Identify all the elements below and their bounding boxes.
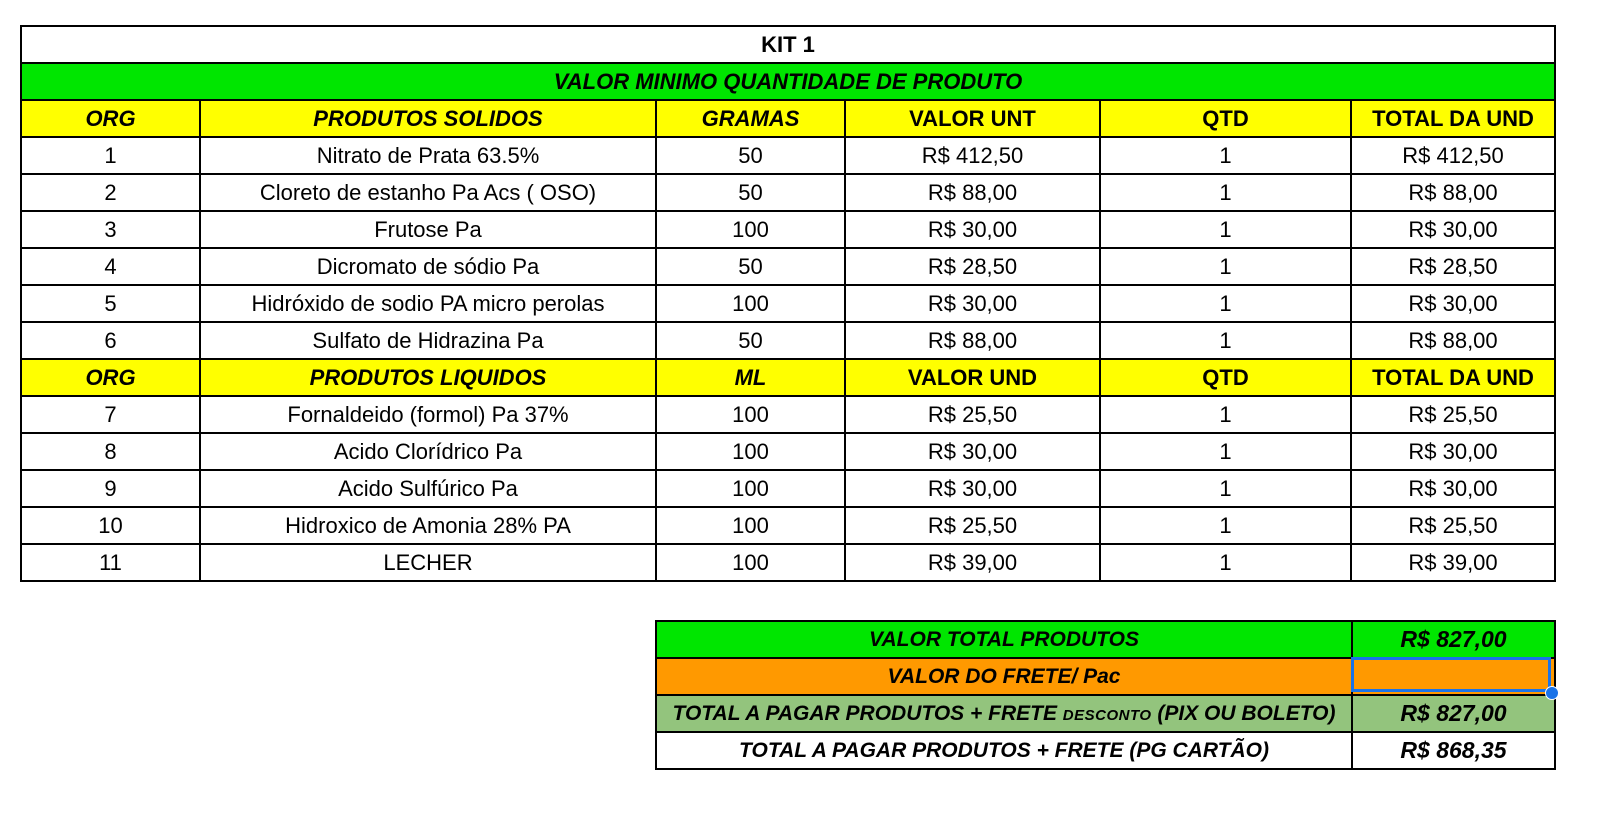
cell-org[interactable]: 4	[21, 248, 200, 285]
cell-amount[interactable]: 50	[656, 137, 845, 174]
cell-total[interactable]: R$ 39,00	[1351, 544, 1555, 581]
cell-product[interactable]: Dicromato de sódio Pa	[200, 248, 656, 285]
header-unit[interactable]: ML	[656, 359, 845, 396]
cell-product[interactable]: Frutose Pa	[200, 211, 656, 248]
cell-price[interactable]: R$ 25,50	[845, 396, 1100, 433]
pay-discount-label[interactable]	[656, 695, 1352, 732]
cell-qty[interactable]: 1	[1100, 211, 1351, 248]
header-total[interactable]: TOTAL DA UND	[1351, 359, 1555, 396]
header-org[interactable]: ORG	[21, 359, 200, 396]
cell-product[interactable]: Cloreto de estanho Pa Acs ( OSO)	[200, 174, 656, 211]
cell-product[interactable]: Acido Clorídrico Pa	[200, 433, 656, 470]
cell-qty[interactable]: 1	[1100, 544, 1351, 581]
cell-total[interactable]: R$ 30,00	[1351, 433, 1555, 470]
table-row	[21, 137, 1555, 174]
header-unit[interactable]: GRAMAS	[656, 100, 845, 137]
cell-amount[interactable]: 100	[656, 396, 845, 433]
fill-handle[interactable]	[1545, 686, 1559, 700]
pay-card-label[interactable]: TOTAL A PAGAR PRODUTOS + FRETE (PG CARTÃO)	[656, 732, 1352, 769]
cell-product[interactable]: Sulfato de Hidrazina Pa	[200, 322, 656, 359]
total-products-label[interactable]: VALOR TOTAL PRODUTOS	[656, 621, 1352, 658]
pay-discount-value[interactable]: R$ 827,00	[1352, 695, 1555, 732]
cell-product[interactable]: LECHER	[200, 544, 656, 581]
solid-header-row	[21, 100, 1555, 137]
cell-price[interactable]: R$ 30,00	[845, 470, 1100, 507]
kit-title[interactable]: KIT 1	[21, 26, 1555, 63]
cell-product[interactable]: Fornaldeido (formol) Pa 37%	[200, 396, 656, 433]
cell-org[interactable]: 11	[21, 544, 200, 581]
cell-qty[interactable]: 1	[1100, 396, 1351, 433]
cell-price[interactable]: R$ 412,50	[845, 137, 1100, 174]
cell-qty[interactable]: 1	[1100, 322, 1351, 359]
cell-price[interactable]: R$ 25,50	[845, 507, 1100, 544]
table-row	[21, 433, 1555, 470]
header-price[interactable]: VALOR UND	[845, 359, 1100, 396]
cell-price[interactable]: R$ 88,00	[845, 322, 1100, 359]
cell-total[interactable]: R$ 30,00	[1351, 285, 1555, 322]
table-row	[21, 211, 1555, 248]
cell-qty[interactable]: 1	[1100, 285, 1351, 322]
cell-amount[interactable]: 50	[656, 174, 845, 211]
cell-total[interactable]: R$ 30,00	[1351, 470, 1555, 507]
cell-amount[interactable]: 100	[656, 433, 845, 470]
table-row	[21, 507, 1555, 544]
cell-price[interactable]: R$ 30,00	[845, 433, 1100, 470]
table-row	[21, 248, 1555, 285]
liquid-header-row	[21, 359, 1555, 396]
cell-qty[interactable]: 1	[1100, 433, 1351, 470]
summary-pay-card-row	[656, 732, 1555, 769]
summary-freight-row	[656, 658, 1555, 695]
cell-org[interactable]: 10	[21, 507, 200, 544]
freight-value-cell[interactable]	[1352, 658, 1555, 695]
cell-total[interactable]: R$ 88,00	[1351, 174, 1555, 211]
header-total[interactable]: TOTAL DA UND	[1351, 100, 1555, 137]
total-products-value[interactable]: R$ 827,00	[1352, 621, 1555, 658]
cell-org[interactable]: 7	[21, 396, 200, 433]
table-row	[21, 396, 1555, 433]
table-row	[21, 544, 1555, 581]
cell-org[interactable]: 2	[21, 174, 200, 211]
cell-total[interactable]: R$ 412,50	[1351, 137, 1555, 174]
cell-qty[interactable]: 1	[1100, 507, 1351, 544]
cell-amount[interactable]: 100	[656, 211, 845, 248]
cell-org[interactable]: 6	[21, 322, 200, 359]
cell-org[interactable]: 3	[21, 211, 200, 248]
table-row	[21, 285, 1555, 322]
freight-label[interactable]: VALOR DO FRETE/ Pac	[656, 658, 1352, 695]
pay-discount-label-main: TOTAL A PAGAR PRODUTOS + FRETE	[672, 701, 1063, 725]
kit-subtitle[interactable]: VALOR MINIMO QUANTIDADE DE PRODUTO	[21, 63, 1555, 100]
cell-total[interactable]: R$ 25,50	[1351, 396, 1555, 433]
summary-total-products-row	[656, 621, 1555, 658]
cell-amount[interactable]: 50	[656, 248, 845, 285]
cell-product[interactable]: Nitrato de Prata 63.5%	[200, 137, 656, 174]
cell-amount[interactable]: 100	[656, 470, 845, 507]
cell-qty[interactable]: 1	[1100, 248, 1351, 285]
table-row	[21, 470, 1555, 507]
pay-discount-label-method: (PIX OU BOLETO)	[1151, 701, 1336, 725]
header-product[interactable]: PRODUTOS SOLIDOS	[200, 100, 656, 137]
summary-pay-discount-row	[656, 695, 1555, 732]
cell-price[interactable]: R$ 30,00	[845, 211, 1100, 248]
header-org[interactable]: ORG	[21, 100, 200, 137]
pay-card-value[interactable]: R$ 868,35	[1352, 732, 1555, 769]
table-row	[21, 322, 1555, 359]
kit-title-row	[21, 26, 1555, 63]
cell-amount[interactable]: 100	[656, 285, 845, 322]
cell-amount[interactable]: 100	[656, 507, 845, 544]
summary-table	[655, 620, 1556, 770]
cell-org[interactable]: 1	[21, 137, 200, 174]
cell-total[interactable]: R$ 88,00	[1351, 322, 1555, 359]
cell-org[interactable]: 5	[21, 285, 200, 322]
cell-total[interactable]: R$ 25,50	[1351, 507, 1555, 544]
cell-total[interactable]: R$ 28,50	[1351, 248, 1555, 285]
table-row	[21, 174, 1555, 211]
cell-qty[interactable]: 1	[1100, 470, 1351, 507]
header-product[interactable]: PRODUTOS LIQUIDOS	[200, 359, 656, 396]
cell-price[interactable]: R$ 28,50	[845, 248, 1100, 285]
cell-org[interactable]: 9	[21, 470, 200, 507]
cell-total[interactable]: R$ 30,00	[1351, 211, 1555, 248]
cell-qty[interactable]: 1	[1100, 174, 1351, 211]
cell-price[interactable]: R$ 39,00	[845, 544, 1100, 581]
cell-org[interactable]: 8	[21, 433, 200, 470]
header-qty[interactable]: QTD	[1100, 359, 1351, 396]
header-qty[interactable]: QTD	[1100, 100, 1351, 137]
kit-table	[20, 25, 1556, 582]
desconto-label: DESCONTO	[1062, 706, 1152, 724]
cell-price[interactable]: R$ 30,00	[845, 285, 1100, 322]
cell-qty[interactable]: 1	[1100, 137, 1351, 174]
cell-product[interactable]: Hidroxico de Amonia 28% PA	[200, 507, 656, 544]
cell-product[interactable]: Acido Sulfúrico Pa	[200, 470, 656, 507]
header-price[interactable]: VALOR UNT	[845, 100, 1100, 137]
cell-amount[interactable]: 100	[656, 544, 845, 581]
cell-price[interactable]: R$ 88,00	[845, 174, 1100, 211]
cell-product[interactable]: Hidróxido de sodio PA micro perolas	[200, 285, 656, 322]
cell-amount[interactable]: 50	[656, 322, 845, 359]
kit-subtitle-row	[21, 63, 1555, 100]
